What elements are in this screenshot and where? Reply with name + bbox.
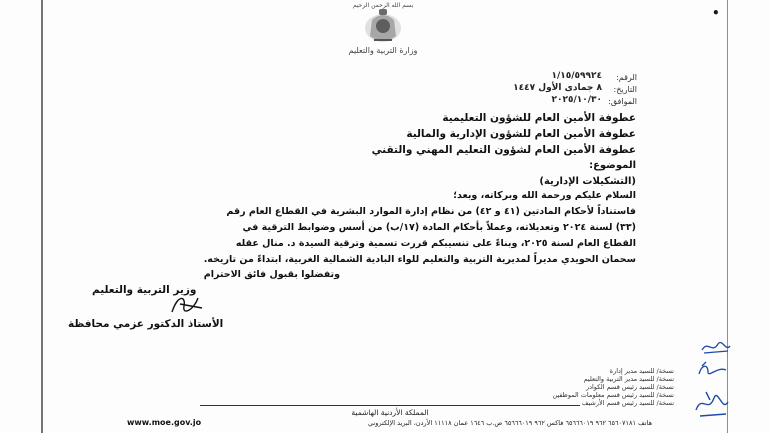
subject-label: الموضوع: (589, 160, 636, 171)
scan-edge-left (41, 0, 43, 433)
corresp-date-label: الموافق: (608, 97, 637, 106)
cc-line: نسخة/ للسيد رئيس قسم معلومات الموظفين (552, 391, 674, 399)
minister-signature-icon (168, 290, 208, 320)
cc-line: نسخة/ للسيد مدير التربية والتعليم (583, 375, 674, 383)
greeting: السلام عليكم ورحمة الله وبركاته، وبعد؛ (453, 190, 636, 201)
ministry-website-link[interactable]: www.moe.gov.jo (127, 418, 202, 427)
footer-rule (200, 405, 580, 406)
subject-value: (التشكيلات الإدارية) (539, 176, 636, 187)
addressee-2: عطوفة الأمين العام للشؤون الإدارية والمالية (406, 128, 636, 140)
body-line: (٣٣) لسنة ٢٠٢٤ وتعديلاته، وعملاً بأحكام المادة (١٧/ب) من أسس وضوابط الترقية في (242, 222, 636, 233)
addressee-1: عطوفة الأمين العام للشؤون التعليمية (442, 112, 636, 124)
number-label: الرقم: (616, 73, 637, 82)
corner-mark: • (712, 6, 720, 20)
signatory-title: وزير التربية والتعليم (92, 284, 197, 296)
date-value: ٨ جمادى الأول ١٤٤٧ (513, 83, 602, 93)
basmala: بسم الله الرحمن الرحيم (352, 2, 414, 9)
date-label: التاريخ: (613, 85, 637, 94)
ministry-name: وزارة التربية والتعليم (348, 46, 418, 55)
handwritten-initial-icon (696, 360, 730, 380)
footer-contact: هاتف ٦٥٦٠٧١٨١ ٩٦٢ ٦٥٦٦٦٠١٩ فاكس ٩٦٢ ٦٥٦٦٦٠١٩ ص.ب ١٦٤٦ عمان ١١١١٨ الأردن، البريد الإلكتروني (368, 419, 652, 427)
cc-line: نسخة/ للسيد مدير إدارة (609, 367, 674, 375)
corresp-date-value: ٢٠٢٥/١٠/٣٠ (551, 95, 602, 105)
body-line: سحمان الحويدي مديراً لمديرية التربية والتعليم للواء البادية الشمالية الغربية، ابتداءً من تاريخه. (203, 254, 636, 265)
cc-line: نسخة/ للسيد رئيس قسم الأرشيف (581, 399, 674, 407)
body-line: القطاع العام لسنة ٢٠٢٥، وبناءً على تنسيبكم قررت تسمية وترقية السيدة د. منال عقله (235, 238, 636, 249)
closing: وتفضلوا بقبول فائق الاحترام (203, 269, 340, 280)
body-line: فاستناداً لأحكام المادتين (٤١ و ٤٢) من نظام إدارة الموارد البشرية في القطاع العام رقم (226, 206, 636, 217)
handwritten-signature-icon (692, 388, 732, 418)
handwritten-initial-icon (700, 338, 732, 356)
number-value: ١/١٥/٥٩٩٢٤ (551, 71, 602, 81)
addressee-3: عطوفة الأمين العام لشؤون التعليم المهني والتقني (371, 144, 636, 156)
footer-kingdom: المملكة الأردنية الهاشمية (351, 408, 429, 417)
coat-of-arms-emblem (362, 6, 404, 46)
signatory-name: الأستاذ الدكتور عزمي محافظة (68, 318, 224, 330)
cc-line: نسخة/ للسيد رئيس قسم الكوادر (585, 383, 674, 391)
